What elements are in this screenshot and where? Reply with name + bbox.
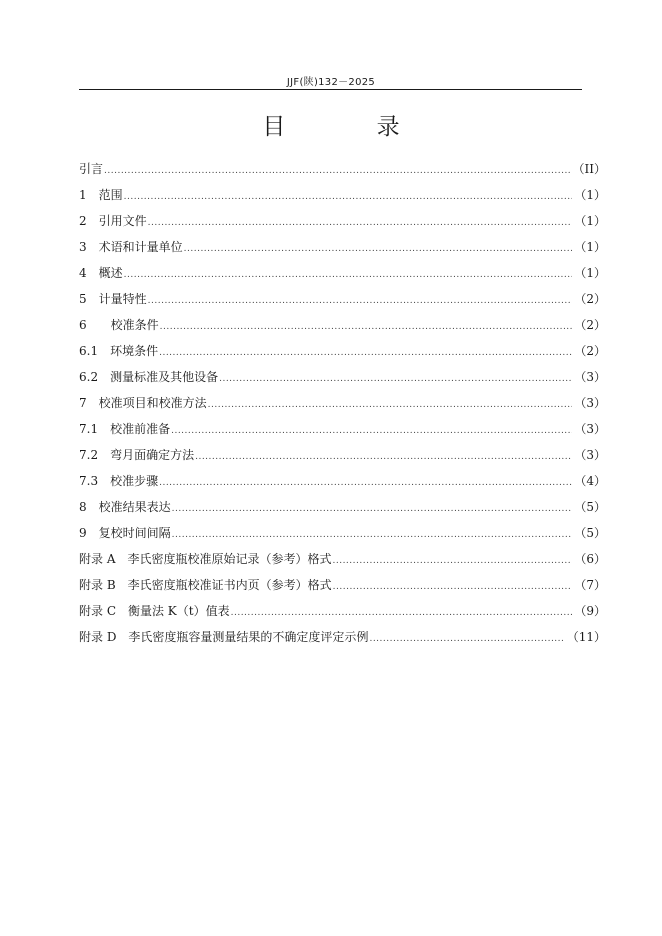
- dot-leader: [219, 366, 572, 392]
- toc-entry-label: 1 范围: [79, 188, 123, 202]
- toc-entry-label: 附录 C 衡量法 K（t）值表: [79, 604, 230, 618]
- toc-entry-page: （1）: [574, 188, 606, 202]
- dot-leader: [148, 288, 573, 314]
- toc-entry-page: （4）: [574, 474, 606, 488]
- toc-entry-7-1[interactable]: [79, 416, 606, 442]
- toc-entry-7[interactable]: [79, 390, 606, 416]
- toc-entry-4[interactable]: [79, 260, 606, 286]
- toc-entry-label: 7.3 校准步骤: [79, 474, 159, 488]
- dot-leader: [332, 548, 572, 574]
- dot-leader: [124, 184, 573, 210]
- toc-entry-label: 6.1 环境条件: [79, 344, 159, 358]
- toc-entry-page: （1）: [574, 266, 606, 280]
- dot-leader: [160, 314, 573, 340]
- toc-entry-label: 3 术语和计量单位: [79, 240, 183, 254]
- toc-entry-page: （1）: [574, 240, 606, 254]
- toc-entry-8[interactable]: [79, 494, 606, 520]
- toc-entry-page: （3）: [574, 396, 606, 410]
- toc-entry-appendix-d[interactable]: [79, 624, 606, 650]
- toc-entry-label: 9 复校时间间隔: [79, 526, 171, 540]
- dot-leader: [231, 600, 573, 626]
- toc-entry-label: 6.2 测量标准及其他设备: [79, 370, 219, 384]
- toc-entry-page: （11）: [566, 630, 606, 644]
- dot-leader: [159, 470, 572, 496]
- toc-entry-page: （5）: [574, 526, 606, 540]
- toc-entry-7-3[interactable]: [79, 468, 606, 494]
- dot-leader: [369, 626, 564, 652]
- dot-leader: [148, 210, 573, 236]
- toc-entry-label: 7.1 校准前准备: [79, 422, 171, 436]
- toc-entry-6[interactable]: [79, 312, 606, 338]
- toc-entry-3[interactable]: [79, 234, 606, 260]
- toc-entry-label: 附录 B 李氏密度瓶校准证书内页（参考）格式: [79, 578, 332, 592]
- header-divider: [79, 89, 582, 90]
- dot-leader: [195, 444, 572, 470]
- dot-leader: [159, 340, 572, 366]
- toc-entry-appendix-b[interactable]: [79, 572, 606, 598]
- dot-leader: [208, 392, 573, 418]
- toc-entry-label: 8 校准结果表达: [79, 500, 171, 514]
- toc-entry-label: 附录 D 李氏密度瓶容量测量结果的不确定度评定示例: [79, 630, 369, 644]
- document-code-header: JJF(陕)132－2025: [286, 77, 376, 88]
- toc-entry-label: 5 计量特性: [79, 292, 147, 306]
- toc-entry-page: （II）: [572, 162, 606, 176]
- toc-entry-page: （2）: [574, 318, 606, 332]
- toc-entry-page: （5）: [574, 500, 606, 514]
- dot-leader: [184, 236, 573, 262]
- toc-entry-label: 2 引用文件: [79, 214, 147, 228]
- dot-leader: [172, 522, 573, 548]
- toc-entry-label: 4 概述: [79, 266, 123, 280]
- toc-entry-label: 附录 A 李氏密度瓶校准原始记录（参考）格式: [79, 552, 332, 566]
- toc-entry-page: （3）: [574, 448, 606, 462]
- toc-entry-6-2[interactable]: [79, 364, 606, 390]
- toc-entry-intro[interactable]: [79, 156, 606, 182]
- toc-entry-label: 7 校准项目和校准方法: [79, 396, 207, 410]
- dot-leader: [124, 262, 573, 288]
- toc-entry-6-1[interactable]: [79, 338, 606, 364]
- toc-entry-label: 7.2 弯月面确定方法: [79, 448, 195, 462]
- toc-entry-1[interactable]: [79, 182, 606, 208]
- toc-entry-page: （6）: [574, 552, 606, 566]
- dot-leader: [172, 496, 573, 522]
- toc-entry-page: （2）: [574, 344, 606, 358]
- toc-entry-label: 引言: [79, 162, 104, 176]
- toc-entry-page: （3）: [574, 370, 606, 384]
- toc-entry-label: 6 校准条件: [79, 318, 159, 332]
- toc-entry-appendix-c[interactable]: [79, 598, 606, 624]
- page-title: 目 录: [262, 114, 442, 140]
- toc-entry-page: （1）: [574, 214, 606, 228]
- dot-leader: [171, 418, 572, 444]
- toc-entry-appendix-a[interactable]: [79, 546, 606, 572]
- toc-entry-page: （2）: [574, 292, 606, 306]
- dot-leader: [333, 574, 573, 600]
- toc-entry-7-2[interactable]: [79, 442, 606, 468]
- toc-entry-9[interactable]: [79, 520, 606, 546]
- toc-entry-2[interactable]: [79, 208, 606, 234]
- toc-entry-page: （3）: [574, 422, 606, 436]
- toc-entry-5[interactable]: [79, 286, 606, 312]
- toc-entry-page: （7）: [574, 578, 606, 592]
- table-of-contents: [79, 156, 606, 650]
- dot-leader: [104, 158, 571, 184]
- toc-entry-page: （9）: [574, 604, 606, 618]
